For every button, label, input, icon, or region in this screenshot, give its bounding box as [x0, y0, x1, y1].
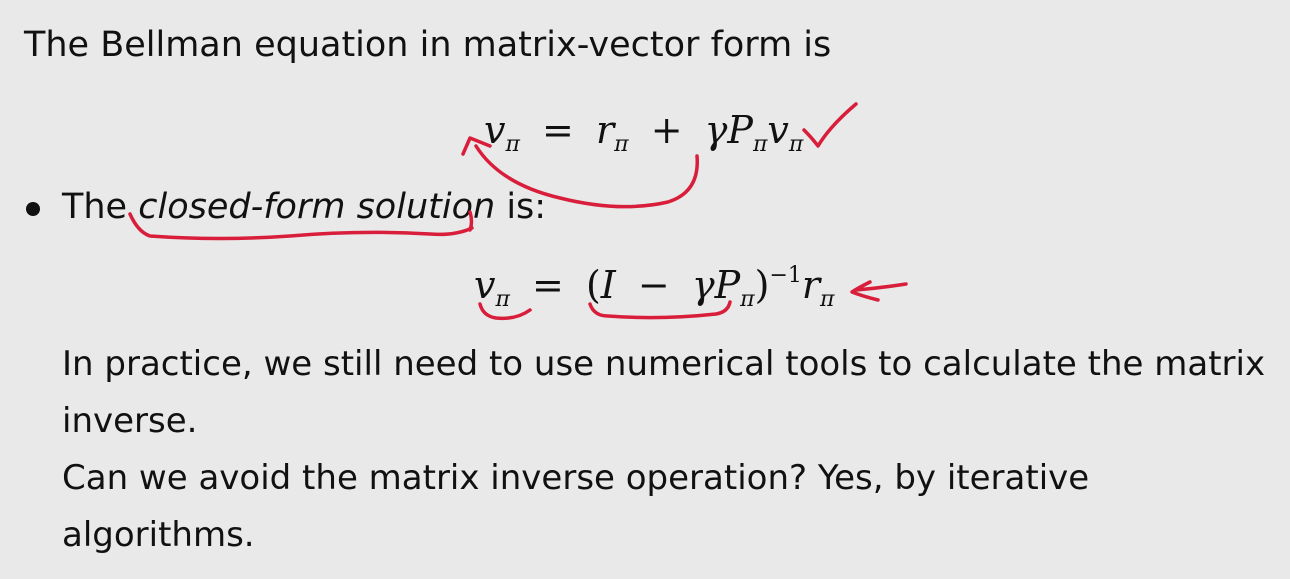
eq1-v2-sub: π — [788, 132, 804, 157]
eq1-P-sub: π — [752, 132, 768, 157]
paragraph-iterative — [62, 450, 1089, 564]
bullet-emphasis: closed-form solution — [138, 187, 496, 227]
eq2-exponent: −1 — [769, 263, 802, 288]
bullet-text — [62, 186, 546, 228]
eq1-plus: + — [650, 108, 683, 152]
eq1-v: v — [484, 108, 506, 152]
closed-form-equation — [474, 264, 835, 312]
intro-text: The Bellman equation in matrix-vector form is — [24, 25, 832, 65]
eq1-r: r — [595, 108, 615, 152]
eq1-gamma: γ — [704, 108, 728, 152]
eq2-I: I — [600, 263, 616, 307]
eq2-rparen: ) — [754, 263, 770, 307]
bellman-equation — [484, 110, 803, 157]
paragraph1-line2: inverse. — [62, 401, 198, 441]
paragraph1-line1: In practice, we still need to use numerical tools to calculate the matrix — [62, 344, 1266, 384]
eq2-lparen: ( — [585, 263, 601, 307]
paragraph-numerical-tools — [62, 336, 1265, 450]
eq1-P: P — [727, 108, 753, 152]
paragraph2-line2: algorithms. — [62, 515, 255, 555]
eq2-v: v — [474, 263, 496, 307]
eq2-r: r — [801, 263, 821, 307]
left-arrow-icon — [852, 282, 878, 300]
eq2-minus: − — [637, 263, 670, 307]
eq1-r-sub: π — [614, 132, 629, 157]
eq1-equals: = — [542, 108, 574, 152]
bullet-suffix: is: — [495, 187, 547, 227]
eq2-gamma: γ — [691, 263, 715, 307]
eq1-v-sub: π — [505, 132, 520, 157]
bullet-prefix: The — [62, 187, 139, 227]
check-mark-icon — [804, 104, 856, 146]
eq2-v-sub: π — [495, 287, 510, 312]
eq2-r-sub: π — [820, 287, 835, 312]
eq1-v2: v — [767, 108, 789, 152]
eq2-equals: = — [532, 263, 564, 307]
eq2-P-sub: π — [740, 287, 755, 312]
left-arrow-shaft — [856, 284, 906, 290]
bullet-dot-icon — [26, 202, 40, 216]
eq2-P: P — [714, 263, 741, 307]
paragraph2-line1: Can we avoid the matrix inverse operation? Yes, by iterative — [62, 458, 1090, 498]
